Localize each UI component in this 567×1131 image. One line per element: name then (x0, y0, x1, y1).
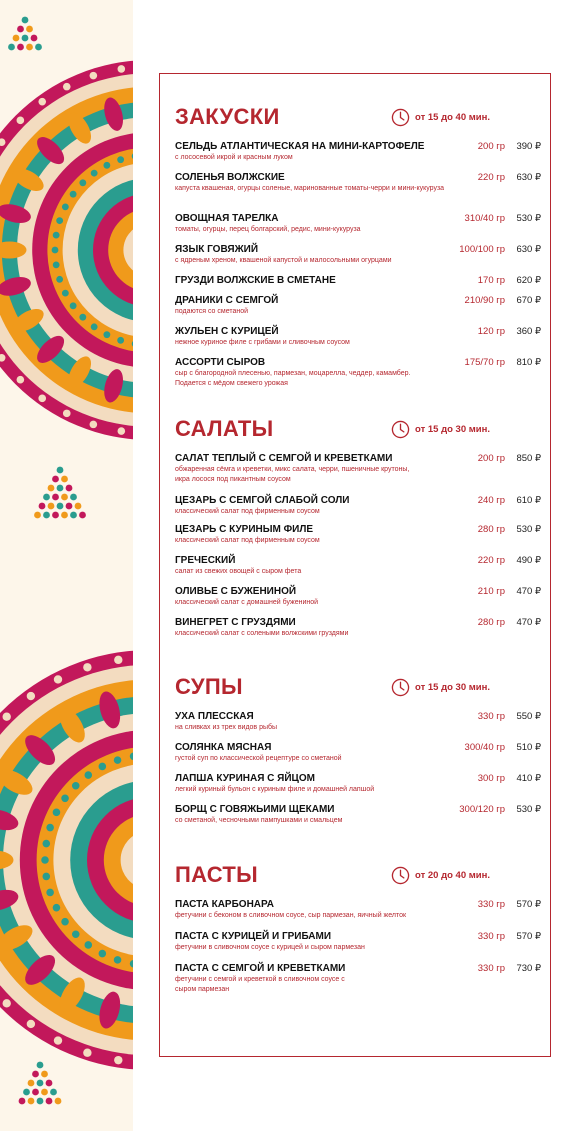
section-title: СУПЫ (175, 674, 243, 699)
item-price: 490 ₽ (516, 555, 541, 566)
item-price: 470 ₽ (516, 586, 541, 597)
item-weight: 330 гр (477, 963, 505, 974)
item-description: классический салат под фирменным соусом (175, 508, 320, 515)
menu-item (175, 171, 545, 194)
item-weight: 280 гр (477, 617, 505, 628)
item-weight: 300/120 гр (459, 804, 505, 815)
item-name: ВИНЕГРЕТ С ГРУЗДЯМИ (175, 617, 296, 628)
item-name: СОЛЕНЬЯ ВОЛЖСКИЕ (175, 172, 285, 183)
item-description: со сметаной, чесночными пампушками и смальцем (175, 817, 343, 824)
item-price: 470 ₽ (516, 617, 541, 628)
item-weight: 280 гр (477, 524, 505, 535)
item-weight: 100/100 гр (459, 244, 505, 255)
item-price: 670 ₽ (516, 295, 541, 306)
item-weight: 330 гр (477, 899, 505, 910)
cooking-time-text: от 15 до 30 мин. (415, 423, 490, 435)
clock-icon (391, 420, 410, 439)
menu-item (175, 898, 545, 921)
item-name: БОРЩ С ГОВЯЖЬИМИ ЩЕКАМИ (175, 804, 335, 815)
item-name: ЯЗЫК ГОВЯЖИЙ (175, 244, 259, 255)
item-name: ДРАНИКИ С СЕМГОЙ (175, 295, 279, 306)
cooking-time (391, 865, 490, 885)
item-description: классический салат с домашней бужениной (175, 599, 319, 606)
item-price: 410 ₽ (516, 773, 541, 784)
item-description: фетучини с беконом в сливочном соусе, сыр пармезан, яичный желток (175, 912, 407, 919)
item-description: нежное куриное филе с грибами и сливочным соусом (175, 339, 350, 346)
cooking-time-text: от 15 до 30 мин. (415, 681, 490, 693)
menu-item (175, 741, 545, 764)
item-description: классический салат с солеными волжскими груздями (175, 630, 349, 637)
item-weight: 300/40 гр (464, 742, 505, 753)
item-price: 620 ₽ (516, 275, 541, 286)
item-weight: 330 гр (477, 711, 505, 722)
item-price: 510 ₽ (516, 742, 541, 753)
menu-item (175, 523, 545, 546)
cooking-time (391, 677, 490, 697)
item-name: ЦЕЗАРЬ С СЕМГОЙ СЛАБОЙ СОЛИ (175, 495, 350, 506)
menu-item (175, 140, 545, 163)
item-description: сыр с благородной плесенью, пармезан, моцарелла, чеддер, камамбер. Подается с мёдом свежего урожая (175, 370, 411, 387)
cooking-time (391, 107, 490, 127)
menu-item (175, 274, 545, 287)
section-title: ПАСТЫ (175, 862, 258, 887)
menu-item (175, 212, 545, 235)
menu-item (175, 554, 545, 577)
item-description: обжаренная сёмга и креветки, микс салата, черри, пшеничные крутоны, икра лосося под пикантным соусом (175, 466, 410, 483)
item-weight: 220 гр (477, 555, 505, 566)
cooking-time (391, 419, 490, 439)
cooking-time-text: от 20 до 40 мин. (415, 869, 490, 881)
item-price: 630 ₽ (516, 172, 541, 183)
item-weight: 200 гр (477, 141, 505, 152)
item-price: 530 ₽ (516, 213, 541, 224)
item-description: фетучини с семгой и креветкой в сливочном соусе с сыром пармезан (175, 976, 345, 993)
item-description: легкий куриный бульон с куриным филе и домашней лапшой (175, 786, 375, 793)
item-name: ПАСТА С СЕМГОЙ И КРЕВЕТКАМИ (175, 963, 346, 974)
section-soups (175, 674, 545, 824)
item-price: 850 ₽ (516, 453, 541, 464)
section-salads (175, 416, 545, 637)
clock-icon (391, 866, 410, 885)
item-description: салат из свежих овощей с сыром фета (175, 568, 302, 575)
mandala-pattern-icon (0, 0, 133, 1131)
item-description: подаются со сметаной (175, 308, 249, 315)
item-price: 390 ₽ (516, 141, 541, 152)
menu-item (175, 243, 545, 266)
item-description: густой суп по классической рецептуре со сметаной (175, 755, 342, 762)
menu-item (175, 494, 545, 517)
menu-item (175, 962, 545, 995)
item-name: СЕЛЬДЬ АТЛАНТИЧЕСКАЯ НА МИНИ-КАРТОФЕЛЕ (175, 141, 425, 152)
section-header (175, 416, 545, 450)
section-title: ЗАКУСКИ (175, 104, 280, 129)
menu-item (175, 772, 545, 795)
item-weight: 210 гр (477, 586, 505, 597)
item-name: СОЛЯНКА МЯСНАЯ (175, 742, 272, 753)
item-description: с лососевой икрой и красным луком (175, 154, 293, 161)
section-appetizers (175, 104, 545, 387)
item-price: 530 ₽ (516, 524, 541, 535)
clock-icon (391, 678, 410, 697)
item-weight: 175/70 гр (464, 357, 505, 368)
item-name: ГРЕЧЕСКИЙ (175, 555, 236, 566)
section-header (175, 862, 545, 896)
menu-item (175, 356, 545, 389)
menu-item (175, 325, 545, 348)
item-name: ЦЕЗАРЬ С КУРИНЫМ ФИЛЕ (175, 524, 314, 535)
item-price: 570 ₽ (516, 931, 541, 942)
item-weight: 310/40 гр (464, 213, 505, 224)
item-weight: 330 гр (477, 931, 505, 942)
item-name: ОВОЩНАЯ ТАРЕЛКА (175, 213, 279, 224)
menu-item (175, 294, 545, 317)
item-price: 550 ₽ (516, 711, 541, 722)
item-name: ГРУЗДИ ВОЛЖСКИЕ В СМЕТАНЕ (175, 275, 336, 286)
item-price: 730 ₽ (516, 963, 541, 974)
item-weight: 200 гр (477, 453, 505, 464)
item-weight: 170 гр (477, 275, 505, 286)
section-title: САЛАТЫ (175, 416, 274, 441)
item-name: АССОРТИ СЫРОВ (175, 357, 266, 368)
item-price: 570 ₽ (516, 899, 541, 910)
item-description: на сливках из трех видов рыбы (175, 724, 278, 731)
section-pasta (175, 862, 545, 993)
item-description: фетучини в сливочном соусе с курицей и сыром пармезан (175, 944, 365, 951)
item-name: ЛАПША КУРИНАЯ С ЯЙЦОМ (175, 773, 315, 784)
item-weight: 210/90 гр (464, 295, 505, 306)
item-price: 360 ₽ (516, 326, 541, 337)
item-price: 630 ₽ (516, 244, 541, 255)
item-name: УХА ПЛЕССКАЯ (175, 711, 254, 722)
menu-item (175, 616, 545, 639)
menu-item (175, 803, 545, 826)
section-header (175, 104, 545, 138)
menu-item (175, 930, 545, 953)
item-name: ПАСТА КАРБОНАРА (175, 899, 275, 910)
item-weight: 220 гр (477, 172, 505, 183)
item-name: ПАСТА С КУРИЦЕЙ И ГРИБАМИ (175, 931, 332, 942)
item-price: 530 ₽ (516, 804, 541, 815)
item-price: 610 ₽ (516, 495, 541, 506)
section-header (175, 674, 545, 708)
clock-icon (391, 108, 410, 127)
item-description: с ядреным хреном, квашеной капустой и малосольными огурцами (175, 257, 392, 264)
item-description: томаты, огурцы, перец болгарский, редис, мини-кукуруза (175, 226, 361, 233)
menu-item (175, 585, 545, 608)
item-name: САЛАТ ТЕПЛЫЙ С СЕМГОЙ И КРЕВЕТКАМИ (175, 453, 393, 464)
item-name: ЖУЛЬЕН С КУРИЦЕЙ (175, 326, 279, 337)
item-description: капуста квашеная, огурцы соленые, маринованные томаты-черри и мини-кукуруза (175, 185, 445, 192)
cooking-time-text: от 15 до 40 мин. (415, 111, 490, 123)
item-weight: 300 гр (477, 773, 505, 784)
item-name: ОЛИВЬЕ С БУЖЕНИНОЙ (175, 586, 297, 597)
item-weight: 240 гр (477, 495, 505, 506)
item-description: классический салат под фирменным соусом (175, 537, 320, 544)
item-price: 810 ₽ (516, 357, 541, 368)
mandala-ornament-border (0, 0, 133, 1131)
menu-item (175, 452, 545, 485)
item-weight: 120 гр (477, 326, 505, 337)
menu-item (175, 710, 545, 733)
